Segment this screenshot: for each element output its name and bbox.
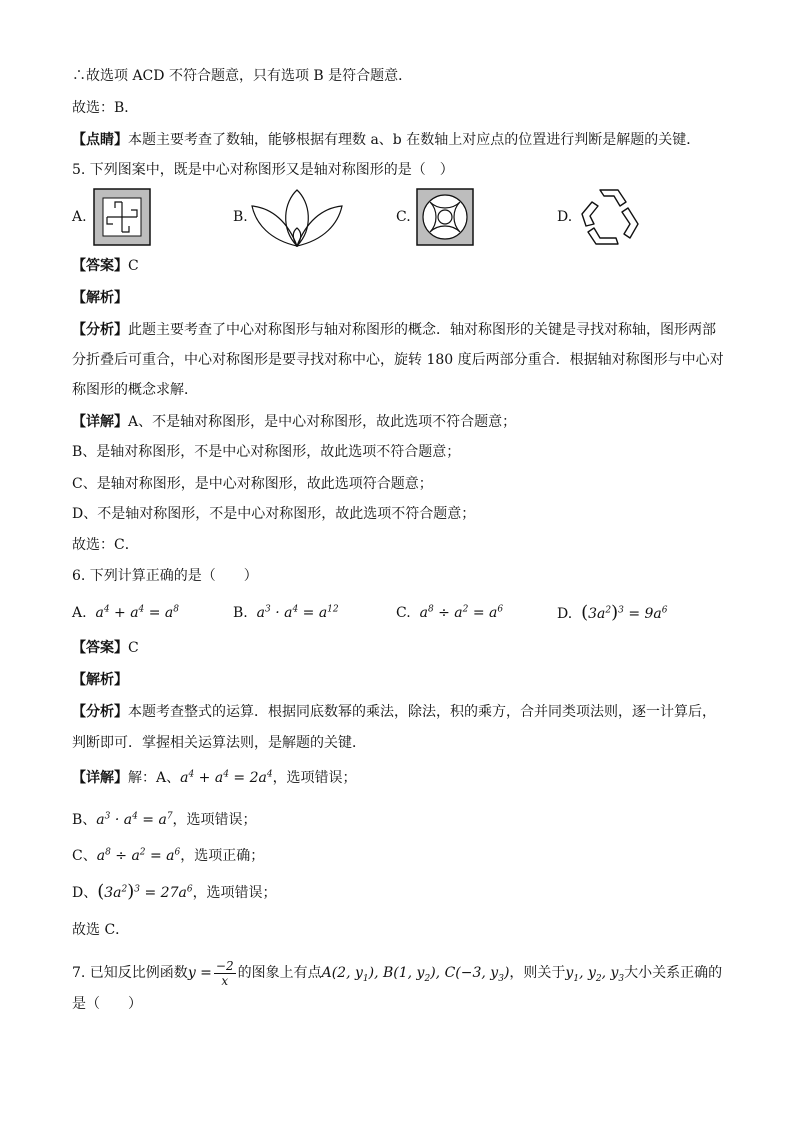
section-tag: 【答案】 — [72, 258, 128, 274]
option-6d: D. $(3a^2)^3 = 9a^6$ — [557, 602, 668, 623]
text-line: D、不是轴对称图形，不是中心对称图形，故此选项不符合题意； — [72, 506, 476, 522]
jiexi-tag: 【解析】 — [72, 290, 128, 306]
section-tag: 【答案】 — [72, 640, 128, 656]
text-line: ∴故选项 ACD 不符合题意，只有选项 B 是符合题意． — [72, 68, 413, 84]
detail-line: D、$(3a^2)^3 = 27a^6$，选项错误； — [72, 881, 277, 902]
text-line: 判断即可．掌握相关运算法则，是解题的关键． — [72, 735, 366, 751]
text: A、不是轴对称图形，是中心对称图形，故此选项不符合题意； — [128, 414, 517, 430]
text-line: 故选：C． — [72, 537, 139, 553]
text: 此题主要考查了中心对称图形与轴对称图形的概念．轴对称图形的关键是寻找对称轴，图形两部 — [128, 322, 716, 338]
option-a-label: A. — [72, 209, 87, 225]
option-c-label: C. — [396, 209, 411, 225]
section-tag: 【点睛】 — [72, 132, 128, 148]
detail-line: C、$a^8 \div a^2 = a^6$，选项正确； — [72, 847, 265, 864]
text-line: 称图形的概念求解． — [72, 382, 198, 398]
coin-figure — [416, 188, 474, 246]
option-d-label: D. — [557, 209, 573, 225]
text-line: 是（ ） — [72, 996, 142, 1012]
text: 本题主要考查了数轴，能够根据有理数 a、b 在数轴上对应点的位置进行判断是解题的关键． — [128, 132, 701, 148]
recycle-figure — [578, 186, 642, 248]
dianjing-line — [72, 130, 700, 150]
option-6a: A. $a^4 + a^4 = a^8$ — [72, 604, 179, 621]
text-line: 分折叠后可重合，中心对称图形是要寻找对称中心，旋转 180 度后两部分重合．根据轴对称图形与中心对 — [72, 352, 724, 368]
detail-line: B、$a^3 \cdot a^4 = a^7$，选项错误； — [72, 811, 257, 828]
jiexi-tag: 【解析】 — [72, 672, 128, 688]
answer-5-line — [72, 256, 139, 276]
lotus-figure — [250, 188, 344, 248]
option-b-label: B. — [233, 209, 248, 225]
answer-value: C — [128, 640, 139, 656]
text: 本题考查整式的运算．根据同底数幂的乘法，除法，积的乘方，合并同类项法则，逐一计算后， — [128, 704, 716, 720]
detail-6-line: 【详解】解：A、$a^4 + a^4 = 2a^4$，选项错误； — [72, 769, 357, 786]
pinwheel-figure — [93, 188, 151, 246]
question-7: 7. 已知反比例函数y = $\frac{-2}{x}$ 的图象上有点A(2, $y_1$), B(1, $y_2$), C(−3, $y_3$)，则关于$y_1$, $y_2$, $y_3$大小关系正确的 — [72, 958, 723, 988]
section-tag: 【详解】 — [72, 770, 128, 786]
text-line: 故选 C． — [72, 922, 130, 938]
section-tag: 【分析】 — [72, 322, 128, 338]
question-6: 6. 下列计算正确的是（ ） — [72, 568, 258, 584]
section-tag: 【分析】 — [72, 704, 128, 720]
section-tag: 【详解】 — [72, 414, 128, 430]
answer-6-line — [72, 638, 139, 658]
answer-value: C — [128, 258, 139, 274]
text-line: C、是轴对称图形，是中心对称图形，故此选项符合题意； — [72, 476, 433, 492]
option-6c: C. $a^8 \div a^2 = a^6$ — [396, 604, 504, 621]
text-line: 故选：B． — [72, 100, 139, 116]
option-6b: B. $a^3 \cdot a^4 = a^{12}$ — [233, 604, 339, 621]
text-line: B、是轴对称图形，不是中心对称图形，故此选项不符合题意； — [72, 444, 461, 460]
question-5: 5. 下列图案中，既是中心对称图形又是轴对称图形的是（ ） — [72, 162, 454, 178]
detail-5-line — [72, 412, 516, 432]
analysis-6-line — [72, 702, 716, 722]
analysis-5-line — [72, 320, 716, 340]
